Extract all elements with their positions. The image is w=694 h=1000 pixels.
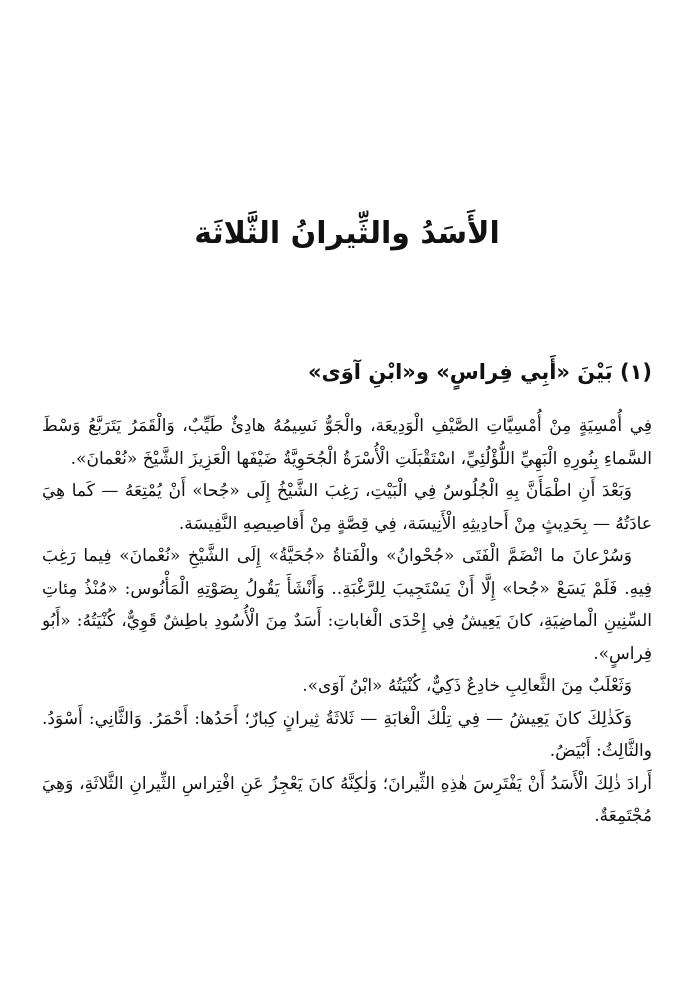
paragraph-4: وَثَعْلَبٌ مِنَ الثَّعالِبِ خادِعٌ ذَكِيٌّ، كُنْيَتُهُ «ابْنُ آوَى». (302, 676, 632, 696)
paragraph-3: وَسُرْعانَ ما انْضَمَّ الْفَتَى «جُحْوانُ» والْفَتاةُ «جُحَيَّةُ» إِلَى الشَّيْخِ «نُعْمانَ» فِيما رَغِبَ فِيهِ. فَلَمْ يَسَعْ «جُحا» إِلَّا أَنْ يَسْتَجِيبَ لِلرَّغْبَةِ.. وَأَنْشَأَ يَقُولُ بِصَوْتِهِ الْمَأْنُوس: «مُنْذُ مِئاتِ السِّنِينِ الْماضِيَةِ، كانَ يَعِيشُ فِي إِحْدَى الْغاباتِ: أَسَدٌ مِنَ الْأُسُودِ باطِشٌ قَوِيٌّ، كُنْيَتُهُ: «أَبُو فِراسٍ». (42, 546, 652, 664)
paragraph-6: أَرادَ ذٰلِكَ الْأَسَدُ أَنْ يَفْتَرِسَ هٰذِهِ الثِّيرانَ؛ وَلٰكِنَّهُ كانَ يَعْجِزُ عَنِ افْتِراسِ الثِّيرانِ الثَّلاثَةِ، وَهِيَ مُجْتَمِعَةٌ. (42, 773, 652, 826)
body-text (42, 410, 652, 833)
chapter-title: الأَسَدُ والثِّيرانُ الثَّلاثَة (194, 216, 500, 251)
paragraph-2: وَبَعْدَ أَنِ اطْمَأَنَّ بِهِ الْجُلُوسُ فِي الْبَيْتِ، رَغِبَ الشَّيْخُ إِلَى «جُحا» أَنْ يُمْتِعَهُ — كَما هِيَ عادَتُهُ — بِحَدِيثٍ مِنْ أَحادِيثِهِ الْأَنِيسَة، فِي قِصَّةٍ مِنْ أَقاصِيصِهِ النَّفِيسَة. (42, 481, 652, 534)
paragraph-1: فِي أُمْسِيَةٍ مِنْ أُمْسِيَّاتِ الصَّيْفِ الْوَدِيعَة، والْجَوُّ نَسِيمُهُ هادِئٌ طَيِّبٌ، وَالْقَمَرُ يَتَرَبَّعُ وَسْطَ السَّماءِ بِنُورِهِ الْبَهِيِّ اللُّؤْلُئِيِّ، اسْتَقْبَلَتِ الْأُسْرَةُ الْجُحَوِيَّةُ ضَيْفَها الْعَزِيزَ الشَّيْخَ «نُعْمانَ». (42, 416, 652, 469)
section-heading: (١) بَيْنَ «أَبِي فِراسٍ» و«ابْنِ آوَى» (307, 360, 652, 384)
paragraph-5: وَكَذٰلِكَ كانَ يَعِيشُ — فِي تِلْكَ الْغابَةِ — ثَلاثَةُ ثِيرانٍ كِبارٌ؛ أَحَدُها: أَحْمَرُ. وَالثَّانِي: أَسْوَدُ. والثَّالِثُ: أَبْيَضُ. (42, 708, 652, 761)
